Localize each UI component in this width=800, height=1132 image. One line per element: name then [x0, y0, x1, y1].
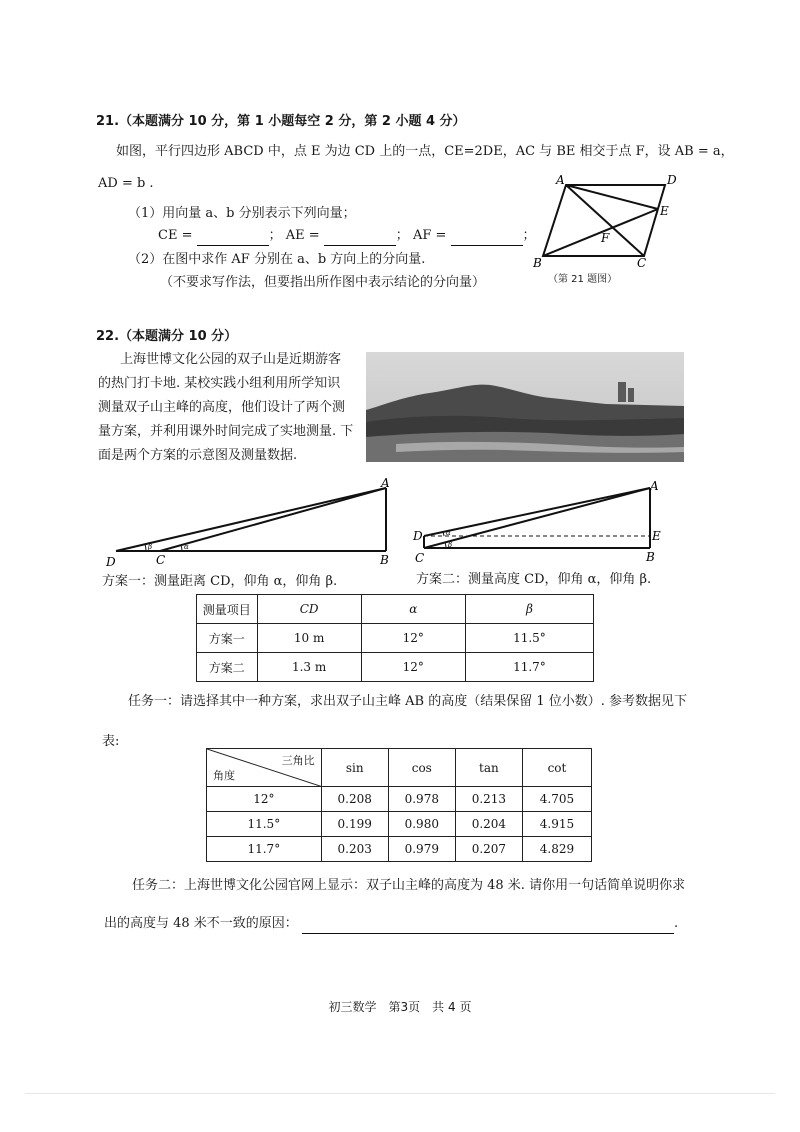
trig-header-sin: sin — [321, 749, 388, 787]
q22-measurement-table — [196, 594, 594, 682]
table-row — [207, 812, 592, 837]
trig-r2-tan: 0.204 — [455, 812, 522, 837]
trig-r2-sin: 0.199 — [321, 812, 388, 837]
q21-label-a: A — [556, 173, 565, 187]
page-bottom-divider — [25, 1093, 775, 1094]
q22-fig1-label-c: C — [156, 553, 166, 567]
table-row — [207, 837, 592, 862]
q22-fig2-label-c: C — [415, 551, 425, 565]
measure-header-cd: CD — [257, 595, 361, 624]
trig-r1-cos: 0.978 — [388, 787, 455, 812]
trig-r3-sin: 0.203 — [321, 837, 388, 862]
trig-r2-angle: 11.5° — [207, 812, 322, 837]
measure-header-alpha: α — [361, 595, 465, 624]
q22-fig2-label-e: E — [652, 529, 661, 543]
q22-fig2-label-d: D — [413, 529, 423, 543]
q21-label-e: E — [660, 204, 669, 218]
q21-ae-label: AE = — [285, 228, 320, 243]
q22-header: 22.（本题满分 10 分） — [96, 329, 238, 344]
measure-r2-alpha: 12° — [361, 653, 465, 682]
q22-intro-line-4: 量方案，并利用课外时间完成了实地测量. 下 — [98, 424, 354, 439]
measure-header-item: 测量项目 — [197, 595, 258, 624]
measure-r1-beta: 11.5° — [465, 624, 593, 653]
q21-figure-caption: （第 21 题图） — [548, 274, 618, 285]
trig-r3-cos: 0.979 — [388, 837, 455, 862]
measure-r1-name: 方案一 — [197, 624, 258, 653]
q21-ad-definition: AD = b . — [98, 176, 154, 191]
trig-corner-cell — [207, 749, 322, 787]
q22-task2-answer-blank[interactable] — [302, 919, 674, 934]
measure-r1-cd: 10 m — [257, 624, 361, 653]
q22-intro-line-5: 面是两个方案的示意图及测量数据. — [98, 448, 298, 463]
q22-trig-table — [206, 748, 592, 862]
q21-part2: （2）在图中求作 AF 分别在 a、b 方向上的分向量. — [128, 252, 426, 267]
q22-fig1-label-b: B — [380, 553, 389, 567]
q21-ce-label: CE = — [158, 228, 193, 243]
trig-r3-angle: 11.7° — [207, 837, 322, 862]
q21-part1-prompt: （1）用向量 a、b 分别表示下列向量； — [128, 206, 356, 221]
trig-r2-cos: 0.980 — [388, 812, 455, 837]
measure-r2-beta: 11.7° — [465, 653, 593, 682]
q22-fig2-label-b: B — [646, 550, 655, 564]
q22-fig1-alpha: α — [184, 543, 189, 551]
q22-intro-line-1: 上海世博文化公园的双子山是近期游客 — [120, 352, 342, 367]
q21-intro: 如图，平行四边形 ABCD 中，点 E 为边 CD 上的一点，CE=2DE，AC 与 BE 相交于点 F，设 AB = a， — [116, 144, 734, 159]
table-row — [197, 624, 594, 653]
q22-task2-line2: 出的高度与 48 米不一致的原因： — [104, 916, 298, 931]
q22-scheme1-diagram — [100, 478, 400, 570]
q22-fig1-beta: β — [148, 543, 153, 551]
q22-fig1-label-a: A — [381, 478, 390, 490]
q21-af-label: AF = — [412, 228, 447, 243]
q22-scheme2-diagram — [410, 478, 670, 570]
q21-header: 21.（本题满分 10 分，第 1 小题每空 2 分，第 2 小题 4 分） — [96, 114, 466, 129]
trig-r1-sin: 0.208 — [321, 787, 388, 812]
trig-header-cot: cot — [522, 749, 591, 787]
trig-r3-tan: 0.207 — [455, 837, 522, 862]
q21-parallelogram-figure — [525, 168, 685, 268]
trig-header-cos: cos — [388, 749, 455, 787]
q21-part2-note: （不要求写作法，但要指出所作图中表示结论的分向量） — [160, 275, 486, 290]
q22-task1-line1: 任务一：请选择其中一种方案，求出双子山主峰 AB 的高度（结果保留 1 位小数）. 参考数据见下 — [128, 694, 688, 709]
table-row — [207, 787, 592, 812]
q22-fig1-label-d: D — [106, 555, 116, 569]
q21-af-blank[interactable] — [451, 231, 523, 246]
trig-r1-angle: 12° — [207, 787, 322, 812]
measure-r2-cd: 1.3 m — [257, 653, 361, 682]
q21-label-c: C — [637, 256, 647, 268]
q22-fig2-label-a: A — [650, 479, 659, 493]
trig-r2-cot: 4.915 — [522, 812, 591, 837]
q22-mountain-photo — [366, 352, 684, 462]
q22-fig2-alpha: α — [446, 529, 451, 537]
q21-blank-row: CE = ； AE = ； AF = ； — [158, 226, 536, 246]
trig-corner-bottom: 角度 — [213, 769, 235, 782]
q22-task2-line1: 任务二：上海世博文化公园官网上显示：双子山主峰的高度为 48 米. 请你用一句话简单说明你求 — [132, 878, 686, 893]
measure-r2-name: 方案二 — [197, 653, 258, 682]
measure-r1-alpha: 12° — [361, 624, 465, 653]
q22-scheme1-caption: 方案一：测量距离 CD，仰角 α，仰角 β. — [102, 574, 338, 589]
q22-intro-line-2: 的热门打卡地. 某校实践小组利用所学知识 — [98, 376, 341, 391]
q21-ae-blank[interactable] — [324, 231, 396, 246]
q22-intro-line-3: 测量双子山主峰的高度，他们设计了两个测 — [98, 400, 346, 415]
table-row — [197, 653, 594, 682]
q21-label-b: B — [533, 256, 542, 268]
q21-ce-blank[interactable] — [197, 231, 269, 246]
q21-label-d: D — [667, 173, 677, 187]
page-footer: 初三数学 第3页 共 4 页 — [328, 1000, 472, 1014]
q21-label-f: F — [601, 231, 610, 245]
trig-r1-cot: 4.705 — [522, 787, 591, 812]
trig-r3-cot: 4.829 — [522, 837, 591, 862]
measure-header-beta: β — [465, 595, 593, 624]
trig-header-tan: tan — [455, 749, 522, 787]
trig-r1-tan: 0.213 — [455, 787, 522, 812]
trig-corner-top: 三角比 — [281, 754, 315, 767]
q22-task2-end: . — [673, 916, 679, 931]
q22-scheme2-caption: 方案二：测量高度 CD，仰角 α，仰角 β. — [416, 572, 652, 587]
q22-task2-line2-row — [104, 914, 678, 934]
q22-fig2-beta: β — [448, 541, 453, 549]
q22-task1-line2: 表: — [102, 734, 120, 749]
